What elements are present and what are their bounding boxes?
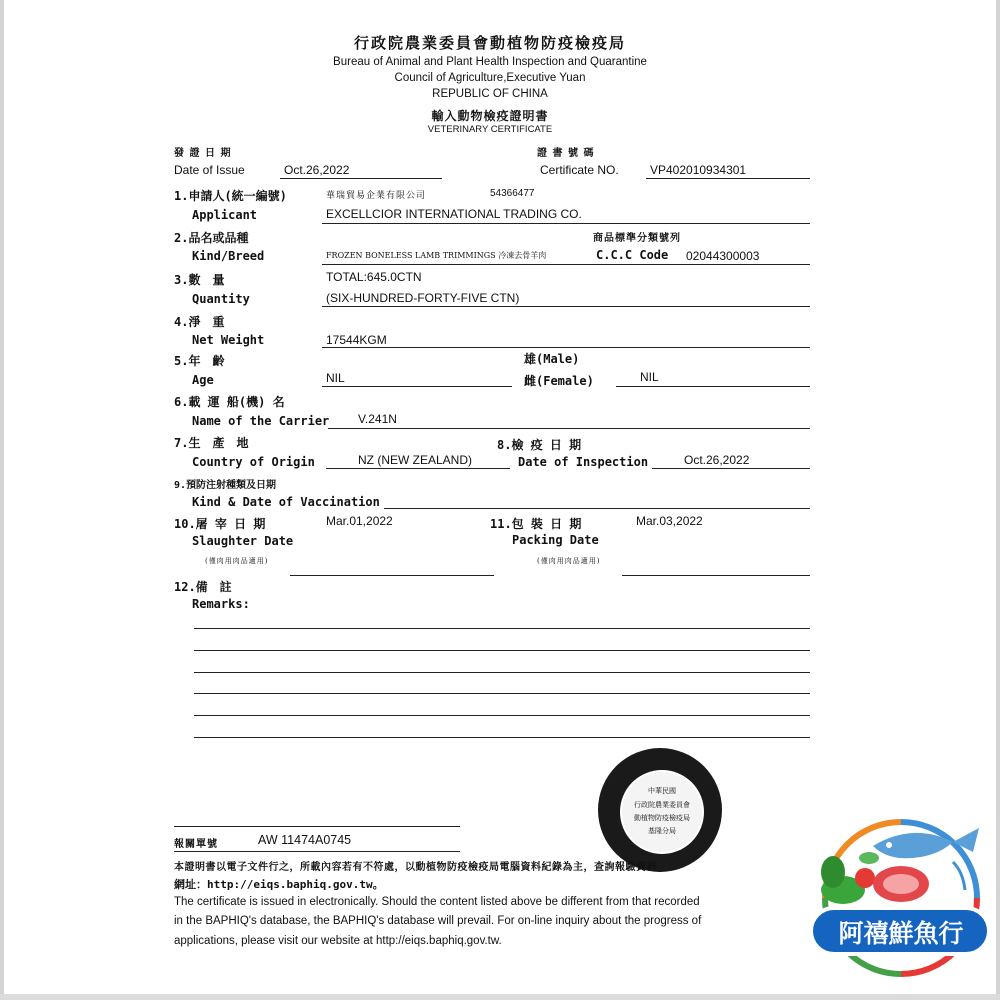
net-weight-label-zh: 4.淨 重	[174, 315, 225, 329]
inspection-value: Oct.26,2022	[684, 453, 750, 467]
shop-logo-text: 阿禧鮮魚行	[838, 919, 964, 948]
applicant-label: Applicant	[192, 208, 258, 222]
ccc-label: C.C.C Code	[596, 248, 669, 262]
packing-line	[622, 575, 810, 576]
customs-bottom-line	[174, 851, 460, 852]
cert-no-label-zh: 證 書 號 碼	[537, 148, 595, 159]
seal-text: 基隆分局	[648, 827, 676, 835]
scan-bottom-edge	[0, 994, 1000, 1000]
age-value: NIL	[326, 371, 345, 385]
net-weight-label: Net Weight	[192, 333, 265, 347]
net-weight-line	[322, 347, 810, 348]
slaughter-line	[290, 575, 494, 576]
seal-text: 行政院農業委員會	[634, 801, 690, 809]
carrier-value: V.241N	[358, 412, 397, 426]
male-label: 雄(Male)	[524, 352, 580, 366]
scan-right-edge	[996, 0, 1000, 1000]
quantity-label: Quantity	[192, 292, 250, 306]
issue-date-line	[280, 178, 442, 179]
slaughter-label: Slaughter Date	[192, 534, 294, 548]
vaccination-label: Kind & Date of Vaccination	[192, 495, 380, 509]
remarks-line	[194, 628, 810, 629]
carrier-label-zh: 6.載 運 船(機) 名	[174, 395, 285, 409]
remarks-line	[194, 715, 810, 716]
kind-label: Kind/Breed	[192, 249, 265, 263]
origin-label: Country of Origin	[192, 455, 315, 469]
inspection-line	[652, 468, 810, 469]
quantity-value-words: (SIX-HUNDRED-FORTY-FIVE CTN)	[326, 291, 520, 305]
origin-label-zh: 7.生 產 地	[174, 436, 249, 450]
carrier-label: Name of the Carrier	[192, 414, 330, 428]
footer-note-en: applications, please visit our website at http://eiqs.baphiq.gov.tw.	[174, 935, 502, 947]
applicant-label-zh: 1.申請人(統一編號)	[174, 189, 287, 203]
origin-value: NZ (NEW ZEALAND)	[358, 453, 472, 467]
remarks-line	[194, 737, 810, 738]
remarks-line	[194, 693, 810, 694]
shop-logo	[803, 812, 993, 982]
seal-text: 中華民國	[648, 787, 676, 795]
female-label: 雌(Female)	[524, 374, 594, 388]
packing-label-zh: 11.包 裝 日 期	[490, 517, 582, 531]
issue-date-value: Oct.26,2022	[284, 163, 350, 177]
inspection-label: Date of Inspection	[518, 455, 649, 469]
net-weight-value: 17544KGM	[326, 333, 387, 347]
scan-left-edge	[0, 0, 4, 1000]
issue-date-label-zh: 發 證 日 期	[174, 148, 232, 159]
quantity-label-zh: 3.數 量	[174, 273, 225, 287]
age-label-zh: 5.年 齡	[174, 354, 225, 368]
quantity-value: TOTAL:645.0CTN	[326, 270, 422, 284]
age-label: Age	[192, 373, 214, 387]
slaughter-value: Mar.01,2022	[326, 514, 393, 528]
ccc-value: 02044300003	[686, 249, 760, 263]
packing-label: Packing Date	[512, 533, 599, 547]
customs-number: AW 11474A0745	[258, 833, 352, 847]
country-title: REPUBLIC OF CHINA	[432, 88, 548, 100]
kind-line	[322, 264, 810, 265]
applicant-name-zh: 華瑞貿易企業有限公司	[326, 191, 427, 201]
vaccination-line	[384, 508, 810, 509]
cert-no-value: VP402010934301	[650, 163, 747, 177]
packing-note: (僅肉用肉品適用)	[537, 557, 601, 565]
footer-note-en: in the BAPHIQ's database, the BAPHIQ's database will prevail. For on-line inquiry about the progress of	[174, 915, 702, 927]
issue-date-label: Date of Issue	[174, 163, 245, 177]
kind-value: FROZEN BONELESS LAMB TRIMMINGS 冷凍去骨羊肉	[326, 251, 547, 260]
certificate-title-zh: 輸入動物檢疫證明書	[431, 109, 549, 123]
quantity-line	[322, 306, 810, 307]
footer-note-zh: 本證明書以電子文件行之，所載內容若有不符處，以動植物防疫檢疫局電腦資料紀錄為主，查詢報驗資料	[174, 862, 657, 873]
carrier-line	[328, 428, 810, 429]
shop-logo-graphic	[803, 812, 993, 982]
remarks-line	[194, 650, 810, 651]
age-line	[322, 386, 512, 387]
kind-label-zh: 2.品名或品種	[174, 231, 249, 245]
sex-value: NIL	[640, 370, 659, 384]
official-seal-stamp	[598, 748, 722, 872]
cert-no-line	[646, 178, 810, 179]
applicant-line	[322, 223, 810, 224]
inspection-label-zh: 8.檢 疫 日 期	[497, 438, 582, 452]
packing-value: Mar.03,2022	[636, 514, 703, 528]
ccc-label-zh: 商品標準分類號列	[593, 233, 681, 244]
certificate-title-en: VETERINARY CERTIFICATE	[427, 124, 553, 135]
origin-line	[326, 468, 510, 469]
applicant-tax-id: 54366477	[490, 188, 535, 199]
applicant-name-en: EXCELLCIOR INTERNATIONAL TRADING CO.	[326, 207, 582, 221]
council-title: Council of Agriculture,Executive Yuan	[394, 72, 586, 84]
slaughter-label-zh: 10.屠 宰 日 期	[174, 517, 266, 531]
agency-title-zh: 行政院農業委員會動植物防疫檢疫局	[353, 34, 626, 52]
remarks-label: Remarks:	[192, 597, 250, 611]
seal-text: 動植物防疫檢疫局	[634, 814, 690, 822]
customs-top-line	[174, 826, 460, 827]
sex-line	[616, 386, 810, 387]
footer-note-en: The certificate is issued in electronically. Should the content listed above be different from that recorded	[174, 896, 700, 908]
vaccination-label-zh: 9.預防注射種類及日期	[174, 480, 277, 491]
cert-no-label: Certificate NO.	[540, 163, 619, 177]
remarks-line	[194, 672, 810, 673]
customs-label-zh: 報關單號	[174, 839, 218, 850]
slaughter-note: (僅肉用肉品適用)	[205, 557, 269, 565]
footer-url-zh: 網址：http://eiqs.baphiq.gov.tw。	[174, 878, 384, 891]
remarks-label-zh: 12.備 註	[174, 580, 232, 594]
agency-title-en: Bureau of Animal and Plant Health Inspection and Quarantine	[333, 56, 647, 68]
